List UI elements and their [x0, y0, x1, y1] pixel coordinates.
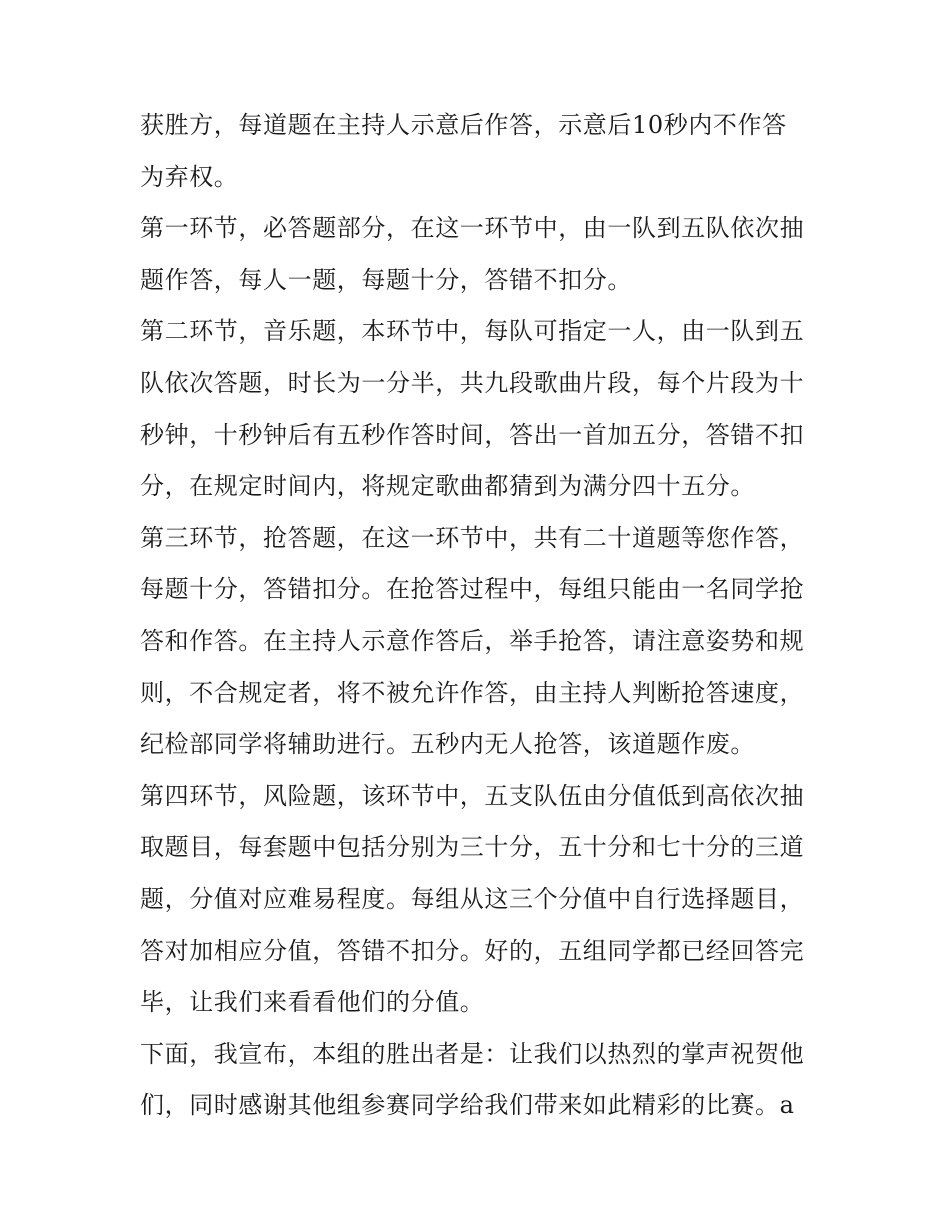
text-line: 分，在规定时间内，将规定歌曲都猜到为满分四十五分。	[140, 472, 755, 501]
text-line: 第一环节，必答题部分，在这一环节中，由一队到五队依次抽	[140, 214, 805, 243]
text-line: 第三环节，抢答题，在这一环节中，共有二十道题等您作答，	[140, 523, 805, 552]
text-line: 队依次答题，时长为一分半，共九段歌曲片段，每个片段为十	[140, 368, 805, 397]
text-line: 纪检部同学将辅助进行。五秒内无人抢答，该道题作废。	[140, 730, 755, 759]
paragraph-round-two	[140, 306, 820, 512]
text-line: 取题目，每套题中包括分别为三十分，五十分和七十分的三道	[140, 833, 805, 862]
text-line: 答和作答。在主持人示意作答后，举手抢答，请注意姿势和规	[140, 626, 805, 655]
document-body	[140, 100, 820, 1132]
paragraph-closing	[140, 1029, 820, 1132]
paragraph-round-three	[140, 513, 820, 771]
text-line: 题作答，每人一题，每题十分，答错不扣分。	[140, 265, 632, 294]
text-line: 题，分值对应难易程度。每组从这三个分值中自行选择题目，	[140, 884, 805, 913]
text-line: 获胜方，每道题在主持人示意后作答，示意后10秒内不作答	[140, 111, 787, 139]
paragraph-round-one	[140, 203, 820, 306]
paragraph-winner-rules	[140, 100, 820, 203]
text-line: 每题十分，答错扣分。在抢答过程中，每组只能由一名同学抢	[140, 575, 805, 604]
text-line: 秒钟，十秒钟后有五秒作答时间，答出一首加五分，答错不扣	[140, 420, 805, 449]
text-line: 第四环节，风险题，该环节中，五支队伍由分值低到高依次抽	[140, 781, 805, 810]
text-line: 答对加相应分值，答错不扣分。好的，五组同学都已经回答完	[140, 936, 805, 965]
text-line: 们，同时感谢其他组参赛同学给我们带来如此精彩的比赛。a	[140, 1091, 795, 1120]
text-line: 毕，让我们来看看他们的分值。	[140, 988, 485, 1017]
text-line: 则，不合规定者，将不被允许作答，由主持人判断抢答速度，	[140, 678, 805, 707]
text-line: 第二环节，音乐题，本环节中，每队可指定一人，由一队到五	[140, 317, 805, 346]
text-line: 下面，我宣布，本组的胜出者是：让我们以热烈的掌声祝贺他	[140, 1039, 805, 1068]
paragraph-round-four	[140, 771, 820, 1029]
text-line: 为弃权。	[140, 162, 239, 191]
